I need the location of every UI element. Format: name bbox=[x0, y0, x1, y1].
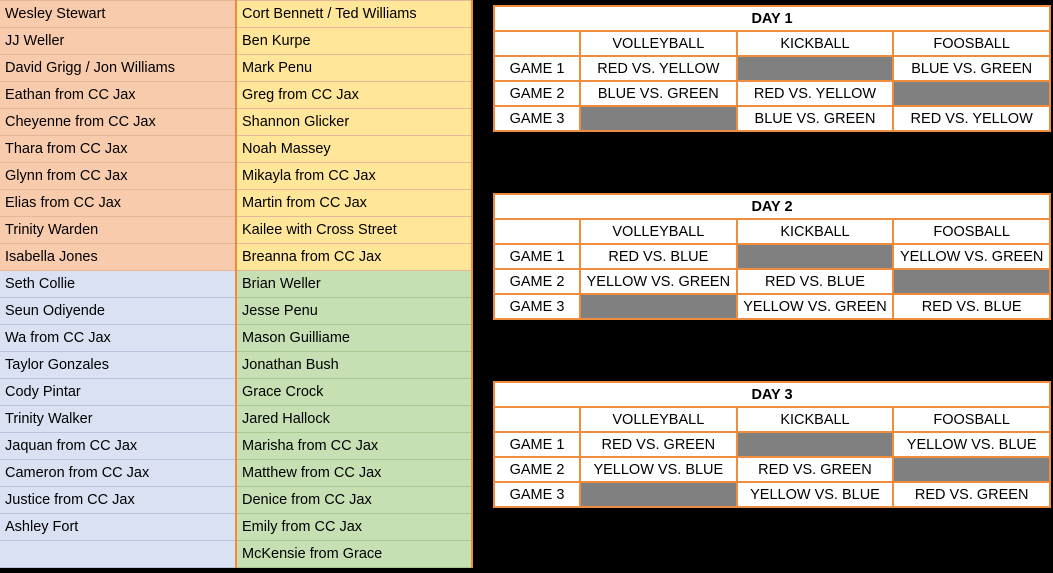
roster-name-col1[interactable]: Jaquan from CC Jax bbox=[0, 433, 236, 460]
game-row bbox=[494, 269, 1050, 294]
roster-name-col2[interactable]: Matthew from CC Jax bbox=[236, 460, 472, 487]
matchup-cell[interactable]: RED VS. YELLOW bbox=[893, 106, 1050, 131]
column-header-kickball[interactable]: KICKBALL bbox=[737, 219, 894, 244]
roster-name-col1[interactable]: Trinity Warden bbox=[0, 217, 236, 244]
roster-name-col2[interactable]: McKensie from Grace bbox=[236, 541, 472, 568]
column-header-volleyball[interactable]: VOLLEYBALL bbox=[580, 31, 737, 56]
header-blank-cell[interactable] bbox=[494, 31, 580, 56]
blocked-cell[interactable] bbox=[893, 457, 1050, 482]
roster-row bbox=[0, 82, 472, 109]
roster-row bbox=[0, 406, 472, 433]
roster-name-col2[interactable]: Kailee with Cross Street bbox=[236, 217, 472, 244]
blocked-cell[interactable] bbox=[893, 81, 1050, 106]
game-row bbox=[494, 432, 1050, 457]
roster-table bbox=[0, 0, 473, 568]
day-1-schedule-table bbox=[493, 5, 1051, 132]
roster-row bbox=[0, 541, 472, 568]
game-label[interactable]: GAME 1 bbox=[494, 244, 580, 269]
roster-row bbox=[0, 217, 472, 244]
game-label[interactable]: GAME 3 bbox=[494, 294, 580, 319]
roster-name-col2[interactable]: Noah Massey bbox=[236, 136, 472, 163]
header-blank-cell[interactable] bbox=[494, 407, 580, 432]
roster-row bbox=[0, 352, 472, 379]
roster-name-col2[interactable]: Martin from CC Jax bbox=[236, 190, 472, 217]
roster-name-col1[interactable]: Seun Odiyende bbox=[0, 298, 236, 325]
day-title[interactable]: DAY 3 bbox=[494, 382, 1050, 407]
roster-row bbox=[0, 1, 472, 28]
roster-name-col2[interactable]: Ben Kurpe bbox=[236, 28, 472, 55]
matchup-cell[interactable]: BLUE VS. GREEN bbox=[580, 81, 737, 106]
column-header-volleyball[interactable]: VOLLEYBALL bbox=[580, 219, 737, 244]
roster-row bbox=[0, 163, 472, 190]
roster-name-col1[interactable]: Taylor Gonzales bbox=[0, 352, 236, 379]
blocked-cell[interactable] bbox=[737, 244, 894, 269]
matchup-cell[interactable]: YELLOW VS. BLUE bbox=[737, 482, 894, 507]
game-label[interactable]: GAME 3 bbox=[494, 106, 580, 131]
roster-name-col1[interactable]: Glynn from CC Jax bbox=[0, 163, 236, 190]
roster-name-col2[interactable]: Denice from CC Jax bbox=[236, 487, 472, 514]
roster-row bbox=[0, 487, 472, 514]
roster-row bbox=[0, 190, 472, 217]
roster-row bbox=[0, 244, 472, 271]
roster-name-col1[interactable]: Elias from CC Jax bbox=[0, 190, 236, 217]
blocked-cell[interactable] bbox=[580, 106, 737, 131]
column-header-kickball[interactable]: KICKBALL bbox=[737, 407, 894, 432]
roster-name-col2[interactable]: Mason Guilliame bbox=[236, 325, 472, 352]
matchup-cell[interactable]: BLUE VS. GREEN bbox=[893, 56, 1050, 81]
blocked-cell[interactable] bbox=[580, 482, 737, 507]
game-label[interactable]: GAME 2 bbox=[494, 81, 580, 106]
roster-name-col2[interactable]: Breanna from CC Jax bbox=[236, 244, 472, 271]
roster-name-col2[interactable]: Jesse Penu bbox=[236, 298, 472, 325]
day-title[interactable]: DAY 1 bbox=[494, 6, 1050, 31]
blocked-cell[interactable] bbox=[737, 432, 894, 457]
game-row bbox=[494, 482, 1050, 507]
day-title[interactable]: DAY 2 bbox=[494, 194, 1050, 219]
roster-row bbox=[0, 136, 472, 163]
roster-name-col1[interactable]: David Grigg / Jon Williams bbox=[0, 55, 236, 82]
roster-row bbox=[0, 433, 472, 460]
blocked-cell[interactable] bbox=[737, 56, 894, 81]
game-label[interactable]: GAME 1 bbox=[494, 432, 580, 457]
roster-name-col2[interactable]: Cort Bennett / Ted Williams bbox=[236, 1, 472, 28]
matchup-cell[interactable]: RED VS. BLUE bbox=[580, 244, 737, 269]
column-header-foosball[interactable]: FOOSBALL bbox=[893, 407, 1050, 432]
roster-name-col2[interactable]: Brian Weller bbox=[236, 271, 472, 298]
roster-name-col2[interactable]: Grace Crock bbox=[236, 379, 472, 406]
roster-name-col2[interactable]: Marisha from CC Jax bbox=[236, 433, 472, 460]
roster-name-col2[interactable]: Jonathan Bush bbox=[236, 352, 472, 379]
game-row bbox=[494, 244, 1050, 269]
roster-row bbox=[0, 379, 472, 406]
matchup-cell[interactable]: RED VS. BLUE bbox=[893, 294, 1050, 319]
day-3-schedule-table bbox=[493, 381, 1051, 508]
roster-row bbox=[0, 271, 472, 298]
roster-name-col2[interactable]: Mark Penu bbox=[236, 55, 472, 82]
matchup-cell[interactable]: BLUE VS. GREEN bbox=[737, 106, 894, 131]
blocked-cell[interactable] bbox=[580, 294, 737, 319]
roster-row bbox=[0, 325, 472, 352]
game-row bbox=[494, 81, 1050, 106]
roster-name-col1[interactable]: Isabella Jones bbox=[0, 244, 236, 271]
roster-row bbox=[0, 514, 472, 541]
roster-name-col1[interactable]: Wesley Stewart bbox=[0, 1, 236, 28]
roster-row bbox=[0, 298, 472, 325]
roster-name-col1[interactable]: JJ Weller bbox=[0, 28, 236, 55]
roster-row bbox=[0, 55, 472, 82]
matchup-cell[interactable]: YELLOW VS. GREEN bbox=[893, 244, 1050, 269]
blocked-cell[interactable] bbox=[893, 269, 1050, 294]
roster-name-col1[interactable]: Cody Pintar bbox=[0, 379, 236, 406]
game-label[interactable]: GAME 1 bbox=[494, 56, 580, 81]
roster-name-col1[interactable]: Seth Collie bbox=[0, 271, 236, 298]
roster-name-col2[interactable]: Jared Hallock bbox=[236, 406, 472, 433]
roster-name-col1[interactable] bbox=[0, 541, 236, 568]
matchup-cell[interactable]: RED VS. GREEN bbox=[893, 482, 1050, 507]
column-header-volleyball[interactable]: VOLLEYBALL bbox=[580, 407, 737, 432]
roster-name-col1[interactable]: Cameron from CC Jax bbox=[0, 460, 236, 487]
roster-name-col2[interactable]: Shannon Glicker bbox=[236, 109, 472, 136]
roster-name-col1[interactable]: Trinity Walker bbox=[0, 406, 236, 433]
matchup-cell[interactable]: RED VS. YELLOW bbox=[580, 56, 737, 81]
column-header-foosball[interactable]: FOOSBALL bbox=[893, 31, 1050, 56]
game-row bbox=[494, 294, 1050, 319]
matchup-cell[interactable]: RED VS. GREEN bbox=[737, 457, 894, 482]
roster-name-col1[interactable]: Ashley Fort bbox=[0, 514, 236, 541]
roster-name-col1[interactable]: Wa from CC Jax bbox=[0, 325, 236, 352]
game-label[interactable]: GAME 2 bbox=[494, 457, 580, 482]
roster-row bbox=[0, 460, 472, 487]
column-header-kickball[interactable]: KICKBALL bbox=[737, 31, 894, 56]
matchup-cell[interactable]: YELLOW VS. BLUE bbox=[580, 457, 737, 482]
game-label[interactable]: GAME 2 bbox=[494, 269, 580, 294]
column-header-foosball[interactable]: FOOSBALL bbox=[893, 219, 1050, 244]
matchup-cell[interactable]: YELLOW VS. GREEN bbox=[580, 269, 737, 294]
roster-row bbox=[0, 109, 472, 136]
matchup-cell[interactable]: RED VS. YELLOW bbox=[737, 81, 894, 106]
game-row bbox=[494, 106, 1050, 131]
game-label[interactable]: GAME 3 bbox=[494, 482, 580, 507]
roster-row bbox=[0, 28, 472, 55]
roster-name-col2[interactable]: Emily from CC Jax bbox=[236, 514, 472, 541]
matchup-cell[interactable]: YELLOW VS. BLUE bbox=[893, 432, 1050, 457]
roster-name-col2[interactable]: Greg from CC Jax bbox=[236, 82, 472, 109]
roster-name-col1[interactable]: Cheyenne from CC Jax bbox=[0, 109, 236, 136]
matchup-cell[interactable]: RED VS. GREEN bbox=[580, 432, 737, 457]
roster-name-col1[interactable]: Eathan from CC Jax bbox=[0, 82, 236, 109]
roster-name-col1[interactable]: Justice from CC Jax bbox=[0, 487, 236, 514]
matchup-cell[interactable]: YELLOW VS. GREEN bbox=[737, 294, 894, 319]
day-2-schedule-table bbox=[493, 193, 1051, 320]
header-blank-cell[interactable] bbox=[494, 219, 580, 244]
game-row bbox=[494, 56, 1050, 81]
roster-name-col1[interactable]: Thara from CC Jax bbox=[0, 136, 236, 163]
roster-name-col2[interactable]: Mikayla from CC Jax bbox=[236, 163, 472, 190]
game-row bbox=[494, 457, 1050, 482]
matchup-cell[interactable]: RED VS. BLUE bbox=[737, 269, 894, 294]
